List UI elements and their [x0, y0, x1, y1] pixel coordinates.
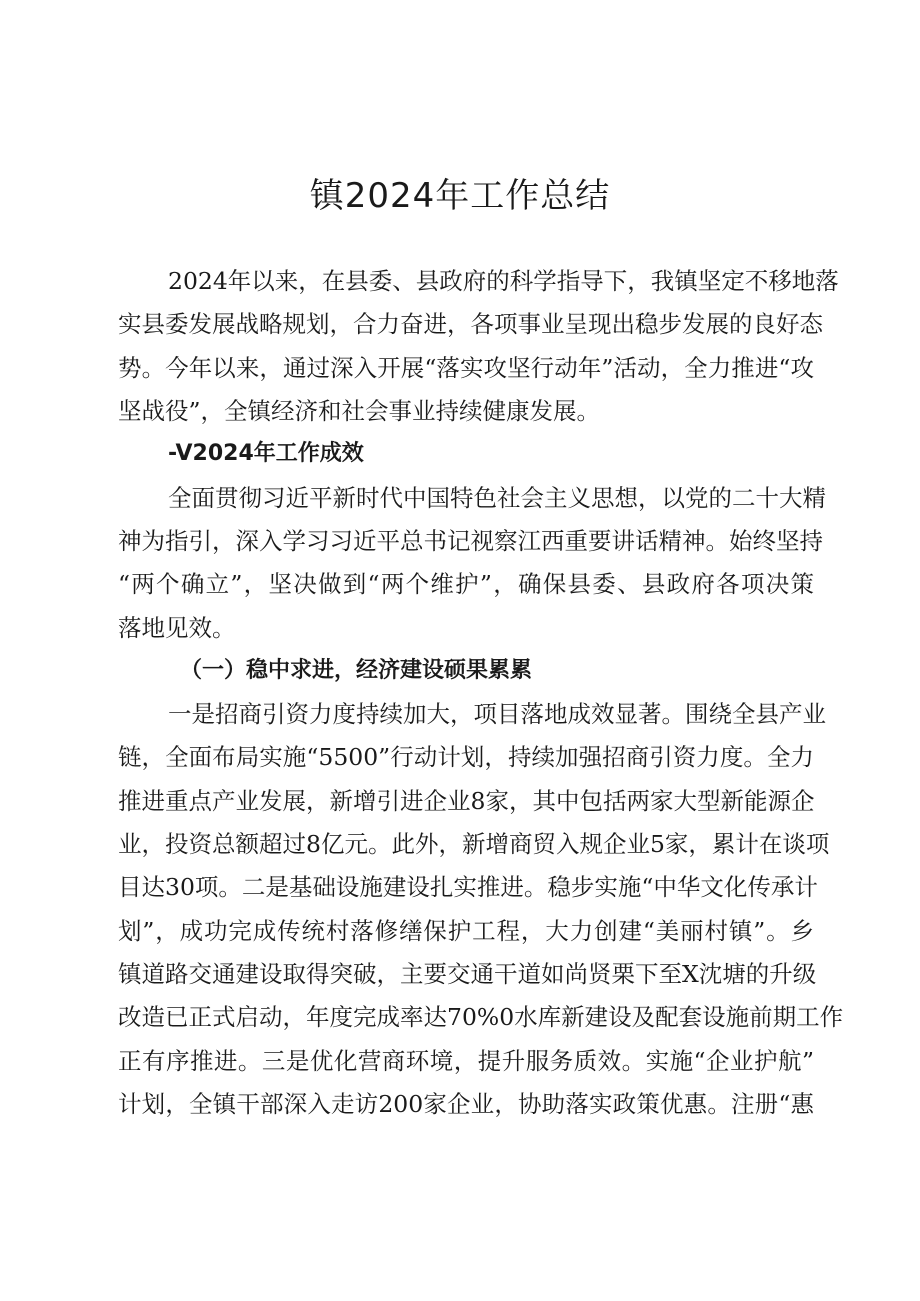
paragraph-line: 实县委发展战略规划，合力奋进，各项事业呈现出稳步发展的良好态	[118, 310, 823, 338]
paragraph-line: 全面贯彻习近平新时代中国特色社会主义思想，以党的二十大精	[168, 484, 826, 512]
paragraph-line: 改造已正式启动，年度完成率达70%0水库新建设及配套设施前期工作	[118, 1003, 844, 1031]
paragraph-line: “两个确立”，坚决做到“两个维护”，确保县委、县政府各项决策	[118, 570, 814, 598]
paragraph-line: 落地见效。	[118, 614, 236, 642]
paragraph-line: 2024年以来，在县委、县政府的科学指导下，我镇坚定不移地落	[168, 267, 839, 295]
paragraph-line: 业，投资总额超过8亿元。此外，新增商贸入规企业5家，累计在谈项	[118, 830, 830, 858]
paragraph-line: 划”，成功完成传统村落修缮保护工程，大力创建“美丽村镇”。乡	[118, 917, 814, 945]
document-title: 镇2024年工作总结	[309, 176, 611, 216]
paragraph-line: 坚战役”，全镇经济和社会事业持续健康发展。	[118, 397, 601, 425]
paragraph-line: 推进重点产业发展，新增引进企业8家，其中包括两家大型新能源企	[118, 787, 815, 815]
paragraph-line: 链，全面布局实施“5500”行动计划，持续加强招商引资力度。全力	[118, 743, 814, 771]
paragraph-line: 目达30项。二是基础设施建设扎实推进。稳步实施“中华文化传承计	[118, 873, 818, 901]
paragraph-line: 计划，全镇干部深入走访200家企业，协助落实政策优惠。注册“惠	[118, 1090, 814, 1118]
paragraph-line: 镇道路交通建设取得突破，主要交通干道如尚贤栗下至X沈塘的升级	[118, 960, 817, 988]
paragraph-line: 正有序推进。三是优化营商环境，提升服务质效。实施“企业护航”	[118, 1047, 814, 1075]
paragraph-line: 一是招商引资力度持续加大，项目落地成效显著。围绕全县产业	[168, 700, 826, 728]
subsection-heading: （一）稳中求进，经济建设硕果累累	[180, 658, 533, 683]
paragraph-line: 势。今年以来，通过深入开展“落实攻坚行动年”活动，全力推进“攻	[118, 354, 814, 382]
paragraph-line: 神为指引，深入学习习近平总书记视察江西重要讲话精神。始终坚持	[118, 527, 823, 555]
section-heading: -V2024年工作成效	[168, 441, 364, 466]
